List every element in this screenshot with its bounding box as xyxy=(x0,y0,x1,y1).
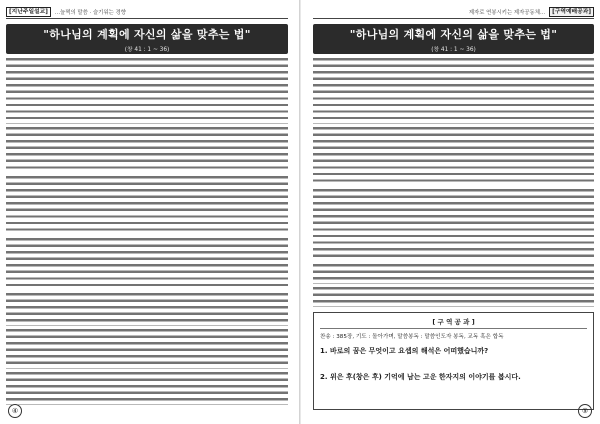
lesson-text-lines xyxy=(313,189,594,261)
answer-space xyxy=(320,359,587,373)
right-page xyxy=(300,0,600,424)
sermon-text-lines xyxy=(6,58,288,124)
discussion-question-2: 2. 위은 후(창은 후) 기억에 남는 고운 한자지의 이야기를 봅시다. xyxy=(320,373,521,381)
right-header-text: 제자로 연봉시키는 제자공동체... xyxy=(468,9,546,16)
scripture-reference: (창 41 : 1 ~ 36) xyxy=(124,46,170,53)
scripture-reference: (창 41 : 1 ~ 36) xyxy=(431,46,476,53)
left-sermon-body xyxy=(6,58,288,405)
sermon-text-lines xyxy=(6,329,288,369)
cell-worship-box xyxy=(313,312,594,410)
right-page-number: ⑤ xyxy=(578,404,592,418)
cell-worship-tag: [구역예배공과] xyxy=(549,7,594,17)
cell-worship-title: [ 구 역 공 과 ] xyxy=(320,317,587,329)
lesson-text-lines xyxy=(313,287,594,307)
lesson-text-lines xyxy=(313,264,594,284)
sermon-text-lines xyxy=(6,127,288,173)
last-sunday-sermon-tag: [지난주일설교] xyxy=(6,7,51,17)
discussion-question-1: 1. 바로의 꿈은 무엇이고 요셉의 해석은 어떠했습니까? xyxy=(320,347,489,355)
lesson-text-lines xyxy=(313,58,594,124)
sermon-title: "하나님의 계획에 자신의 삶을 맞추는 법" xyxy=(43,27,251,41)
sermon-text-lines xyxy=(6,293,288,326)
lesson-text-lines xyxy=(313,127,594,186)
lesson-title: "하나님의 계획에 자신의 삶을 맞추는 법" xyxy=(349,27,558,41)
left-title-banner xyxy=(6,24,288,54)
left-header-text: ...늘쩍의 말씀 · 슬기워는 경향 xyxy=(54,9,126,16)
left-running-head xyxy=(6,5,288,19)
right-title-banner xyxy=(313,24,594,54)
right-lesson-body xyxy=(313,58,594,307)
sermon-text-lines xyxy=(6,176,288,235)
sermon-text-lines xyxy=(6,238,288,290)
sermon-text-lines xyxy=(6,372,288,405)
worship-order-line: 찬송 : 385장, 기도 : 돌아가며, 말씀봉독 : 말씀인도자 봉독, 교독 혹은 합독 xyxy=(320,334,504,340)
left-page-number: ④ xyxy=(8,404,22,418)
right-running-head xyxy=(313,5,594,19)
